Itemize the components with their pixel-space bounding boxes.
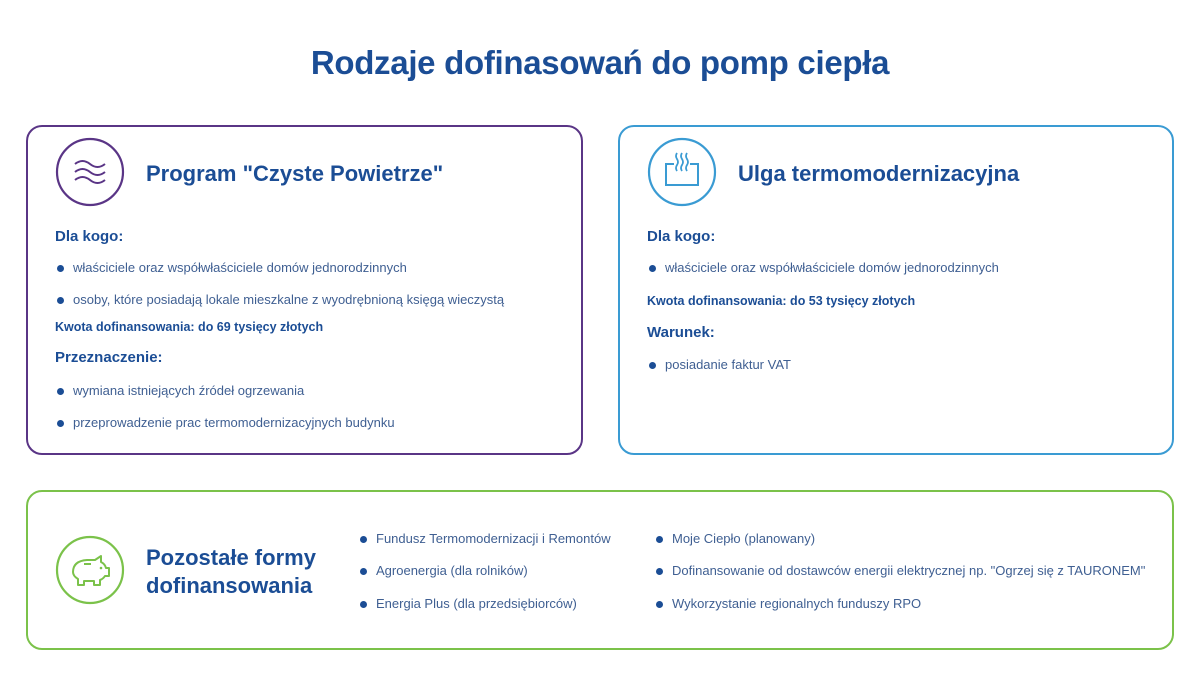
list-item: wymiana istniejących źródeł ogrzewania <box>57 383 304 398</box>
for-whom-label: Dla kogo: <box>647 228 716 245</box>
list-item: osoby, które posiadają lokale mieszkalne z wyodrębnioną księgą wieczystą <box>57 292 504 307</box>
list-item: Agroenergia (dla rolników) <box>360 563 528 578</box>
page-title: Rodzaje dofinasowań do pomp ciepła <box>310 44 890 81</box>
list-item: Wykorzystanie regionalnych funduszy RPO <box>656 596 921 611</box>
card-title: Ulga termomodernizacyjna <box>738 161 1020 186</box>
list-item: Fundusz Termomodernizacji i Remontów <box>360 531 611 546</box>
card-title-line: dofinansowania <box>146 573 313 598</box>
condition-label: Warunek: <box>647 324 715 341</box>
list-item: właściciele oraz współwłaściciele domów jednorodzinnych <box>649 260 999 275</box>
amount-text: Kwota dofinansowania: do 69 tysięcy złotych <box>55 320 324 334</box>
list-item: właściciele oraz współwłaściciele domów jednorodzinnych <box>57 260 407 275</box>
amount-text: Kwota dofinansowania: do 53 tysięcy złotych <box>647 294 916 308</box>
list-item: Moje Ciepło (planowany) <box>656 531 815 546</box>
waves-icon <box>55 137 125 207</box>
list-item: Dofinansowanie od dostawców energii elektrycznej np. "Ogrzej się z TAURONEM" <box>656 563 1145 578</box>
heat-container-icon <box>647 137 717 207</box>
list-item: przeprowadzenie prac termomodernizacyjnych budynku <box>57 415 395 430</box>
for-whom-label: Dla kogo: <box>55 228 124 245</box>
card-czyste-powietrze <box>26 125 583 455</box>
card-title-line: Pozostałe formy <box>146 545 316 570</box>
list-item: posiadanie faktur VAT <box>649 357 791 372</box>
card-title: Program "Czyste Powietrze" <box>146 161 444 186</box>
card-title <box>146 544 316 600</box>
purpose-label: Przeznaczenie: <box>55 349 163 366</box>
card-other-funding <box>26 490 1174 650</box>
list-item: Energia Plus (dla przedsiębiorców) <box>360 596 577 611</box>
card-ulga-termomodernizacyjna <box>618 125 1174 455</box>
piggy-bank-icon <box>55 535 125 605</box>
